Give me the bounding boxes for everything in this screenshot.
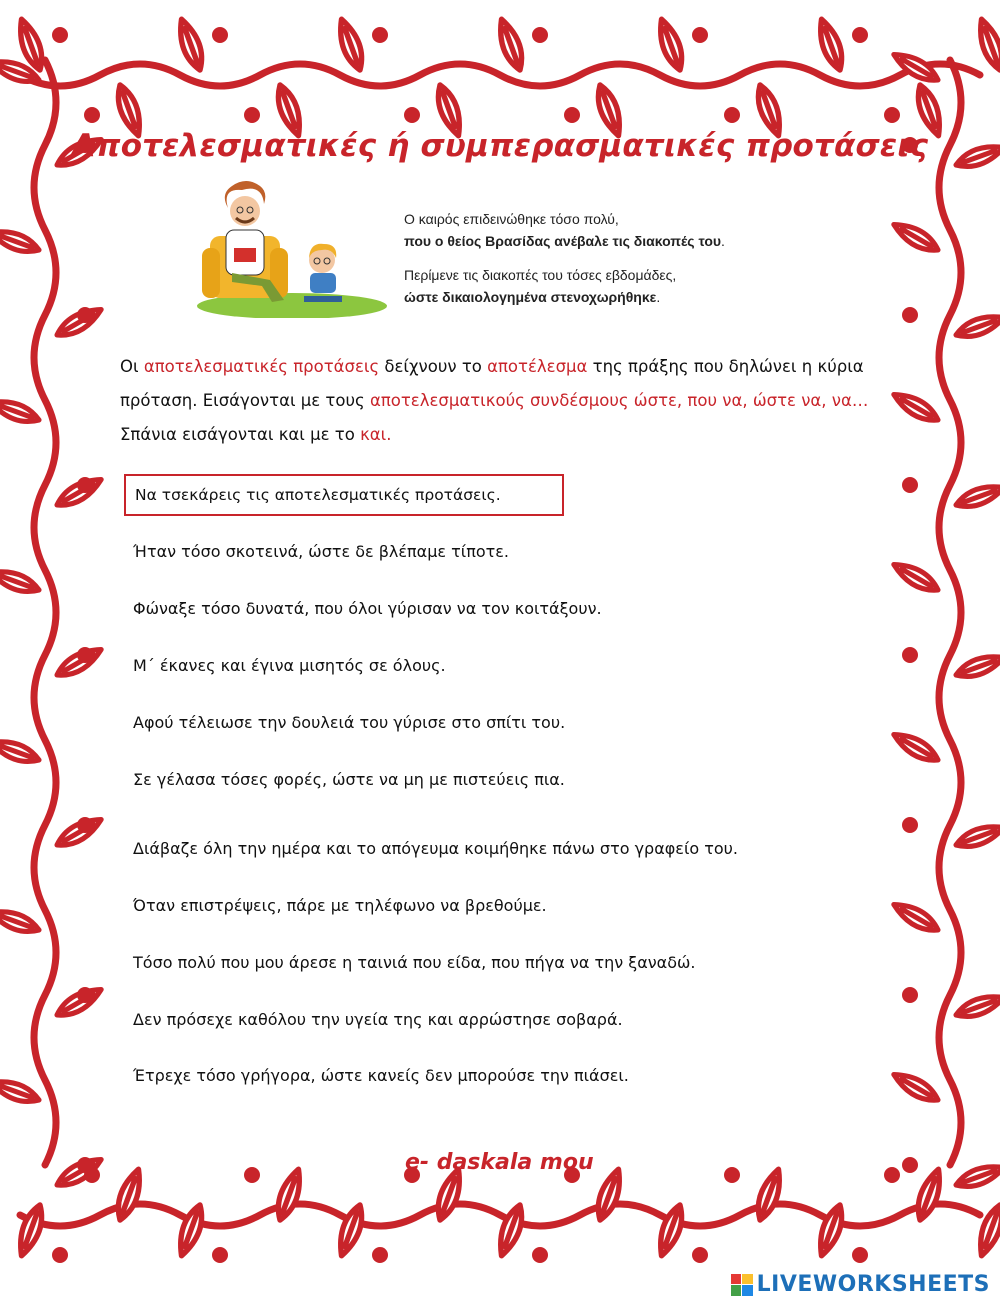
intro-text: Σπάνια εισάγονται και με το (120, 425, 361, 444)
intro-text: Οι (120, 357, 144, 376)
liveworksheets-logo (731, 1272, 990, 1297)
intro-highlight: και. (360, 425, 392, 444)
brand-logo-icon (731, 1274, 753, 1296)
sentence-item[interactable]: Έτρεχε τόσο γρήγορα, ώστε κανείς δεν μπορούσε την πιάσει. (133, 1066, 629, 1085)
intro-text: δείχνουν το (379, 357, 488, 376)
sentence-item[interactable]: Τόσο πολύ που μου άρεσε η ταινιά που είδα, που πήγα να την ξαναδώ. (133, 953, 696, 972)
uncle-and-child-illustration (192, 178, 392, 318)
sentence-item[interactable]: Ήταν τόσο σκοτεινά, ώστε δε βλέπαμε τίποτε. (133, 542, 509, 561)
brand-name: LIVEWORKSHEETS (756, 1272, 990, 1297)
example-sentences (404, 208, 725, 320)
instruction-text: Να τσεκάρεις τις αποτελεσματικές προτάσεις. (135, 486, 501, 504)
sentence-item[interactable]: Φώναξε τόσο δυνατά, που όλοι γύρισαν να τον κοιτάξουν. (133, 599, 602, 618)
sentence-item[interactable]: Διάβαζε όλη την ημέρα και το απόγευμα κοιμήθηκε πάνω στο γραφείο του. (133, 839, 739, 858)
intro-highlight: αποτελεσματικούς συνδέσμους ώστε, που να, ώστε να, να… (369, 391, 869, 410)
example-period: . (656, 289, 661, 305)
example-line-bold: που ο θείος Βρασίδας ανέβαλε τις διακοπές του (404, 233, 722, 249)
page-title: Αποτελεσματικές ή συμπερασματικές προτάσεις (71, 128, 929, 164)
example-line: Περίμενε τις διακοπές του τόσες εβδομάδες, (404, 267, 677, 283)
sentence-item[interactable]: Όταν επιστρέψεις, πάρε με τηλέφωνο να βρεθούμε. (133, 896, 547, 915)
example-line: Ο καιρός επιδεινώθηκε τόσο πολύ, (404, 211, 619, 227)
example-line-bold: ώστε δικαιολογημένα στενοχωρήθηκε (404, 289, 657, 305)
sentence-item[interactable]: Σε γέλασα τόσες φορές, ώστε να μη με πιστεύεις πια. (133, 770, 565, 789)
intro-highlight: αποτελεσματικές προτάσεις (143, 357, 380, 376)
intro-paragraph (120, 350, 870, 452)
signature: e- daskala mou (405, 1150, 594, 1175)
instruction-box (124, 474, 564, 516)
example-period: . (721, 233, 725, 249)
sentence-item[interactable]: Δεν πρόσεχε καθόλου την υγεία της και αρρώστησε σοβαρά. (133, 1010, 623, 1029)
sentence-item[interactable]: Μ΄ έκανες και έγινα μισητός σε όλους. (133, 656, 446, 675)
intro-highlight: αποτέλεσμα (487, 357, 588, 376)
intro-text: της πράξης που δηλώνει η κύρια πρόταση. Εισάγονται με τους (120, 357, 864, 410)
sentence-item[interactable]: Αφού τέλειωσε την δουλειά του γύρισε στο σπίτι του. (133, 713, 566, 732)
